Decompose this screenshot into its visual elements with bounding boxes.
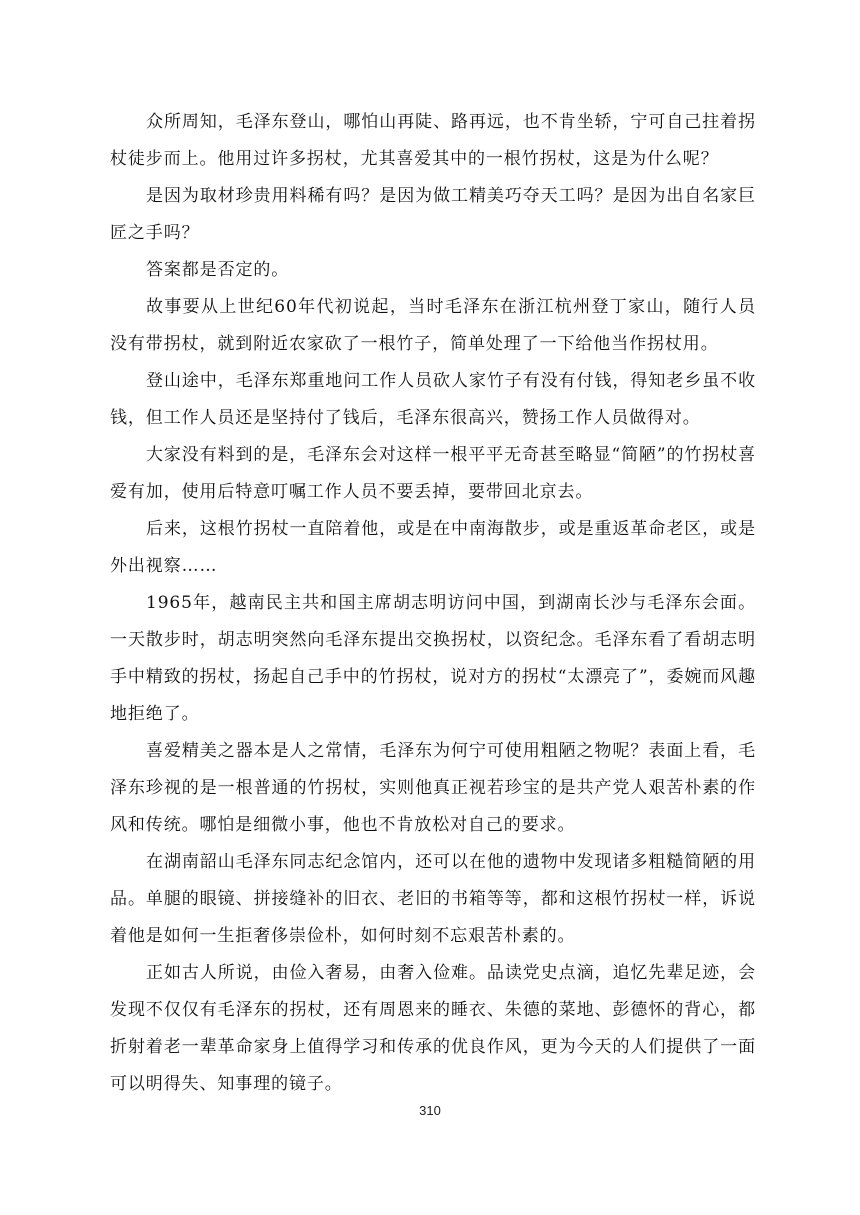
paragraph: 众所周知，毛泽东登山，哪怕山再陡、路再远，也不肯坐轿，宁可自己拄着拐杖徒步而上。他用过许多拐杖，尤其喜爱其中的一根竹拐杖，这是为什么呢？ [110, 112, 756, 169]
article-body [110, 104, 756, 1103]
paragraph: 故事要从上世纪60年代初说起，当时毛泽东在浙江杭州登丁家山，随行人员没有带拐杖，就到附近农家砍了一根竹子，简单处理了一下给他当作拐杖用。 [110, 297, 756, 354]
paragraph: 1965年，越南民主共和国主席胡志明访问中国，到湖南长沙与毛泽东会面。一天散步时，胡志明突然向毛泽东提出交换拐杖，以资纪念。毛泽东看了看胡志明手中精致的拐杖，扬起自己手中的竹拐杖，说对方的拐杖“太漂亮了”，委婉而风趣地拒绝了。 [110, 593, 756, 724]
paragraph: 正如古人所说，由俭入奢易，由奢入俭难。品读党史点滴，追忆先辈足迹，会发现不仅仅有毛泽东的拐杖，还有周恩来的睡衣、朱德的菜地、彭德怀的背心，都折射着老一辈革命家身上值得学习和传承的优良作风，更为今天的人们提供了一面可以明得失、知事理的镜子。 [110, 963, 756, 1094]
paragraph: 后来，这根竹拐杖一直陪着他，或是在中南海散步，或是重返革命老区，或是外出视察…… [110, 519, 756, 576]
paragraph: 是因为取材珍贵用料稀有吗？是因为做工精美巧夺天工吗？是因为出自名家巨匠之手吗？ [110, 186, 756, 243]
paragraph: 大家没有料到的是，毛泽东会对这样一根平平无奇甚至略显“简陋”的竹拐杖喜爱有加，使用后特意叮嘱工作人员不要丢掉，要带回北京去。 [110, 445, 756, 502]
page-number: 310 [419, 1103, 441, 1118]
paragraph: 答案都是否定的。 [146, 260, 290, 280]
paragraph: 喜爱精美之器本是人之常情，毛泽东为何宁可使用粗陋之物呢？表面上看，毛泽东珍视的是一根普通的竹拐杖，实则他真正视若珍宝的是共产党人艰苦朴素的作风和传统。哪怕是细微小事，他也不肯放松对自己的要求。 [110, 741, 756, 835]
paragraph: 登山途中，毛泽东郑重地问工作人员砍人家竹子有没有付钱，得知老乡虽不收钱，但工作人员还是坚持付了钱后，毛泽东很高兴，赞扬工作人员做得对。 [110, 371, 756, 428]
paragraph: 在湖南韶山毛泽东同志纪念馆内，还可以在他的遗物中发现诸多粗糙简陋的用品。单腿的眼镜、拼接缝补的旧衣、老旧的书箱等等，都和这根竹拐杖一样，诉说着他是如何一生拒奢侈崇俭朴，如何时刻不忘艰苦朴素的。 [110, 852, 756, 946]
